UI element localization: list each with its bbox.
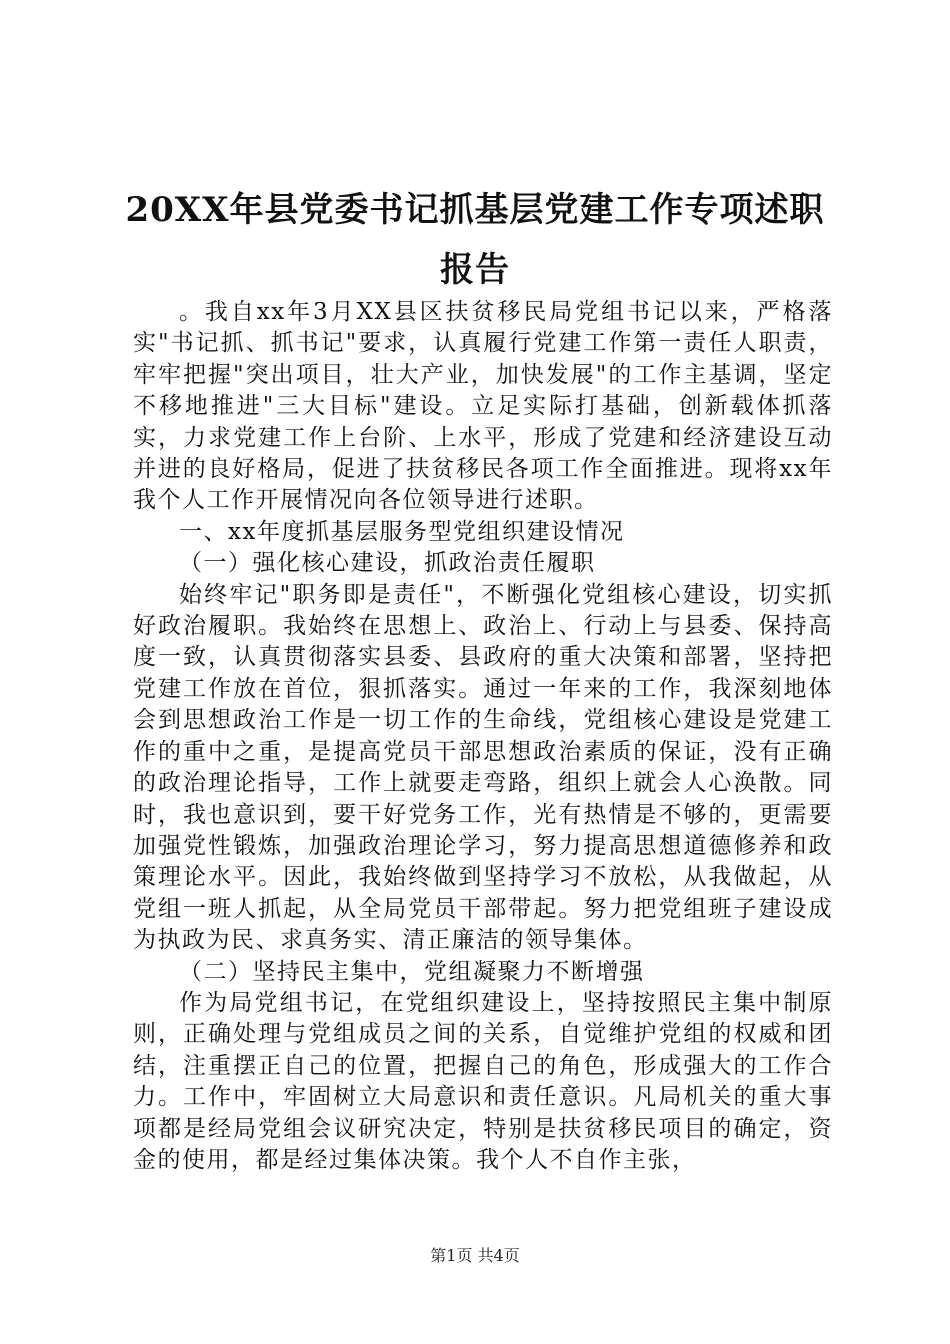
- subsection-heading-2: （二）坚持民主集中，党组凝聚力不断增强: [179, 958, 645, 985]
- section-heading-1: 一、xx年度抓基层服务型党组织建设情况: [179, 518, 625, 545]
- document-title-line1: 20XX年县党委书记抓基层党建工作专项述职: [125, 190, 825, 230]
- body-paragraph-2: 作为局党组书记，在党组织建设上，坚持按照民主集中制原则，正确处理与党组成员之间的关系，自觉维护党组的权威和团结，注重摆正自己的位置，把握自己的角色，形成强大的工作合力。工作中，牢固树立大局意识和责任意识。凡局机关的重大事项都是经局党组会议研究决定，特别是扶贫移民项目的确定，资金的使用，都是经过集体决策。我个人不自作主张，: [133, 989, 833, 1173]
- body-paragraph-1: 始终牢记"职务即是责任"，不断强化党组核心建设，切实抓好政治履职。我始终在思想上、政治上、行动上与县委、保持高度一致，认真贯彻落实县委、县政府的重大决策和部署，坚持把党建工作放在首位，狠抓落实。通过一年来的工作，我深刻地体会到思想政治工作是一切工作的生命线，党组核心建设是党建工作的重中之重，是提高党员干部思想政治素质的保证，没有正确的政治理论指导，工作上就要走弯路，组织上就会人心涣散。同时，我也意识到，要干好党务工作，光有热情是不够的，更需要加强党性锻炼，加强政治理论学习，努力提高思想道德修养和政策理论水平。因此，我始终做到坚持学习不放松，从我做起，从党组一班人抓起，从全局党员干部带起。努力把党组班子建设成为执政为民、求真务实、清正廉洁的领导集体。: [133, 581, 833, 954]
- intro-paragraph: 。我自xx年3月XX县区扶贫移民局党组书记以来，严格落实"书记抓、抓书记"要求，认真履行党建工作第一责任人职责，牢牢把握"突出项目，壮大产业，加快发展"的工作主基调，坚定不移地推进"三大目标"建设。立足实际打基础，创新载体抓落实，力求党建工作上台阶、上水平，形成了党建和经济建设互动并进的良好格局，促进了扶贫移民各项工作全面推进。现将xx年我个人工作开展情况向各位领导进行述职。: [133, 299, 833, 514]
- subsection-heading-1: （一）强化核心建设，抓政治责任履职: [179, 550, 596, 577]
- page-footer: 第1页 共4页: [430, 1246, 520, 1265]
- document-body: [133, 297, 833, 1176]
- document-title-line2: 报告: [440, 250, 510, 290]
